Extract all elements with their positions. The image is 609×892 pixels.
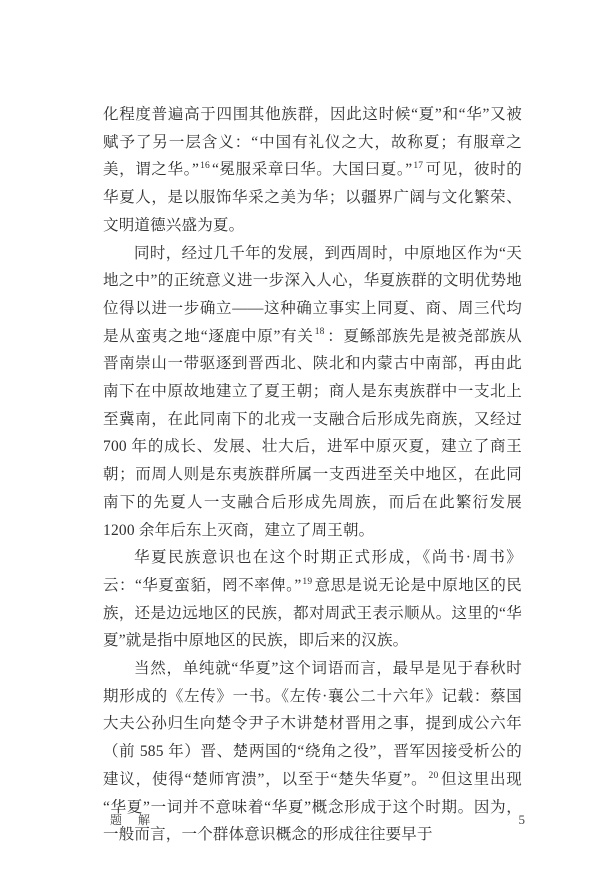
paragraph: [103, 240, 522, 545]
footnote-ref: 19: [302, 576, 313, 587]
paragraph-text: 当然，单纯就“华夏”这个词语而言，最早是见于春秋时期形成的《左传》一书。《左传·襄公二十六年》记载：蔡国大夫公孙归生向楚令尹子木讲楚材晋用之事，提到成公六年（前 585 年）晋、楚两国的“绕角之役”，晋军因接受析公的建议，使得“楚师宵溃”，以至于“楚失华夏”。: [103, 660, 522, 788]
footnote-ref: 18: [314, 327, 325, 338]
paragraph-text: 可见，彼时的华夏人，是以服饰华采之美为华；以疆界广阔与文化繁荣、文明道德兴盛为夏。: [103, 161, 523, 234]
page-text-block: [103, 101, 522, 849]
paragraph-text: 化程度普遍高于四围其他族群，因此这时候“夏”和“华”又被赋予了另一层含义：“中国有礼仪之大，故称夏；有服章之美，谓之华。”: [103, 106, 522, 179]
page-footer: [110, 811, 525, 828]
paragraph-text: 意思是说无论是中原地区的民族，还是边远地区的民族，都对周武王表示顺从。这里的“华夏”就是指中原地区的民族，即后来的汉族。: [103, 576, 522, 650]
paragraph-text: ：夏鲧部族先是被尧部族从晋南崇山一带驱逐到晋西北、陕北和内蒙古中南部，再由此南下在中原故地建立了夏王朝；商人是东夷族群中一支北上至冀南，在此同南下的北戎一支融合后形成先商族，又经过 700 年的成长、发展、壮大后，进军中原灭夏，建立了商王朝；而周人则是东夷族群所属一支西进至关中地区，在此同南下的先夏人一支融合后形成先周族，而后在此繁衍发展 1200 余年后东上灭商，建立了周王朝。: [103, 327, 523, 539]
paragraph-text: 同时，经过几千年的发展，到西周时，中原地区作为“天地之中”的正统意义进一步深入人心，华夏族群的文明优势地位得以进一步确立——这种确立事实上同夏、商、周三代均是从蛮夷之地“逐鹿中原”有关: [103, 244, 522, 345]
running-footer-section-title: 题 解: [110, 813, 153, 827]
paragraph-text: 但这里出现“华夏”一词并不意味着“华夏”概念形成于这个时期。因为，一般而言，一个群体意识概念的形成往往要早于: [103, 770, 522, 844]
page-number: 5: [518, 812, 525, 827]
paragraph: [103, 544, 522, 655]
footnote-ref: 16: [200, 161, 210, 172]
paragraph-text: “冕服采章曰华。大国曰夏。”: [212, 161, 413, 179]
paragraph-text: 华夏民族意识也在这个时期正式形成，《尚书·周书》云：“华夏蛮貊，罔不率俾。”: [103, 549, 522, 594]
paragraph: [103, 101, 522, 240]
footnote-ref: 17: [413, 161, 424, 172]
footnote-ref: 20: [428, 770, 439, 781]
